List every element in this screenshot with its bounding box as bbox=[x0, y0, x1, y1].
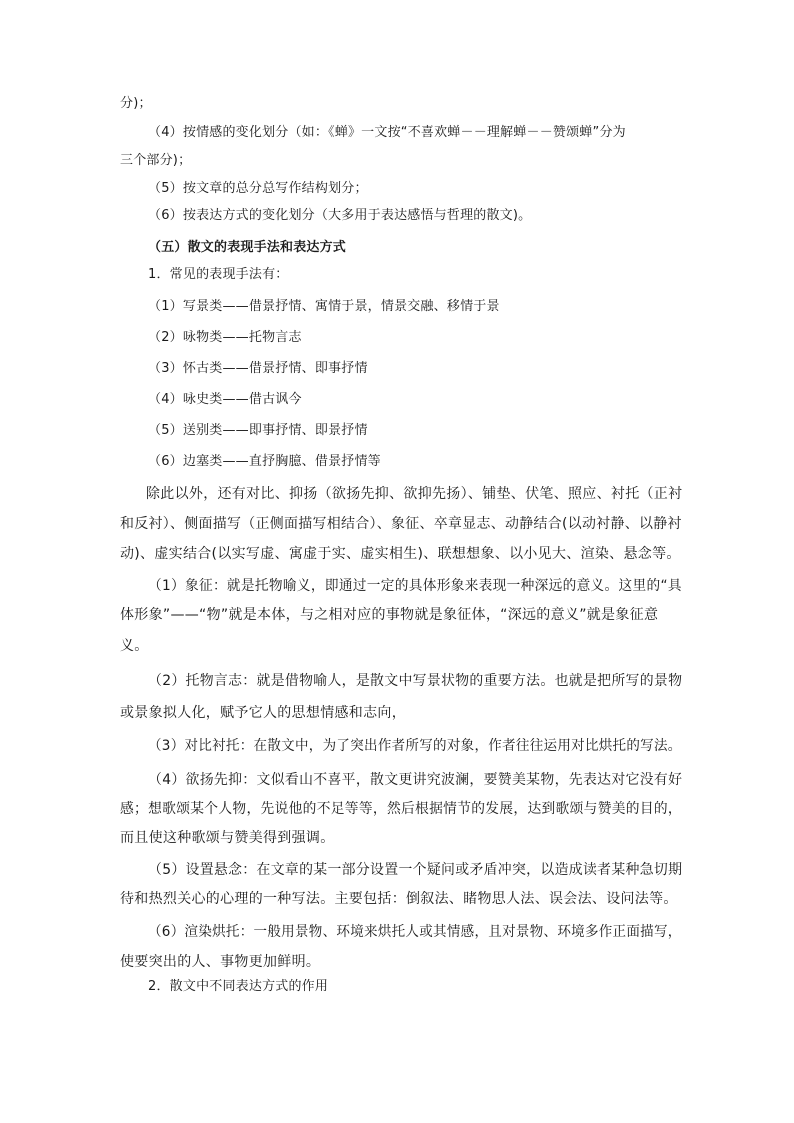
list-item: （6）边塞类——直抒胸臆、借景抒情等 bbox=[148, 454, 381, 469]
paragraph-line: （4）欲扬先抑：文似看山不喜平，散文更讲究波澜，要赞美某物，先表达对它没有好 bbox=[148, 772, 683, 788]
list-item: （4）咏史类——借古讽今 bbox=[148, 392, 302, 407]
list-item: （1）写景类——借景抒情、寓情于景，情景交融、移情于景 bbox=[148, 299, 500, 314]
paragraph-line: 和反衬）、侧面描写（正侧面描写相结合）、象征、卒章显志、动静结合(以动衬静、以静衬 bbox=[120, 516, 682, 532]
section-heading: （五）散文的表现手法和表达方式 bbox=[148, 240, 347, 255]
paragraph-line: 或景象拟人化，赋予它人的思想情感和志向， bbox=[120, 705, 406, 721]
paragraph-line: （6）渲染烘托：一般用景物、环境来烘托人或其情感，且对景物、环境多作正面描写， bbox=[148, 924, 682, 940]
paragraph-line: 除此以外，还有对比、抑扬（欲扬先抑、欲抑先扬）、铺垫、伏笔、照应、衬托（正衬 bbox=[146, 486, 683, 502]
paragraph-line: （3）对比衬托：在散文中，为了突出作者所写的对象，作者往往运用对比烘托的写法。 bbox=[148, 738, 682, 754]
list-item: （2）咏物类——托物言志 bbox=[148, 330, 302, 345]
text-line: 分)； bbox=[120, 96, 152, 111]
paragraph-line: 义。 bbox=[120, 638, 149, 654]
list-item: （3）怀古类——借景抒情、即事抒情 bbox=[148, 361, 368, 376]
subheading: 1．常见的表现手法有： bbox=[148, 267, 289, 282]
paragraph-line: 体形象”——“物”就是本体，与之相对应的事物就是象征体，“深远的意义”就是象征意 bbox=[120, 607, 659, 623]
paragraph-line: （2）托物言志：就是借物喻人，是散文中写景状物的重要方法。也就是把所写的景物 bbox=[148, 673, 683, 689]
text-line: 三个部分)； bbox=[120, 153, 192, 168]
subheading: 2．散文中不同表达方式的作用 bbox=[148, 979, 329, 994]
paragraph-line: （5）设置悬念：在文章的某一部分设置一个疑问或矛盾冲突，以造成读者某种急切期 bbox=[148, 862, 683, 878]
text-line: （4）按情感的变化划分（如：《蝉》一文按“不喜欢蝉－－理解蝉－－赞颂蝉”分为 bbox=[148, 125, 626, 140]
text-line: （5）按文章的总分总写作结构划分； bbox=[148, 181, 368, 196]
paragraph-line: 而且使这种歌颂与赞美得到强调。 bbox=[120, 830, 335, 846]
paragraph-line: 待和热烈关心的心理的一种写法。主要包括：倒叙法、睹物思人法、误会法、设问法等。 bbox=[120, 891, 678, 907]
text-line: （6）按表达方式的变化划分（大多用于表达感悟与哲理的散文)。 bbox=[148, 208, 532, 223]
paragraph-line: 感；想歌颂某个人物，先说他的不足等等，然后根据情节的发展，达到歌颂与赞美的目的， bbox=[120, 801, 682, 817]
paragraph-line: （1）象征：就是托物喻义，即通过一定的具体形象来表现一种深远的意义。这里的“具 bbox=[148, 578, 682, 594]
list-item: （5）送别类——即事抒情、即景抒情 bbox=[148, 423, 368, 438]
paragraph-line: 使要突出的人、事物更加鲜明。 bbox=[120, 954, 321, 970]
paragraph-line: 动)、虚实结合(以实写虚、寓虚于实、虚实相生)、联想想象、以小见大、渲染、悬念等。 bbox=[120, 546, 681, 562]
